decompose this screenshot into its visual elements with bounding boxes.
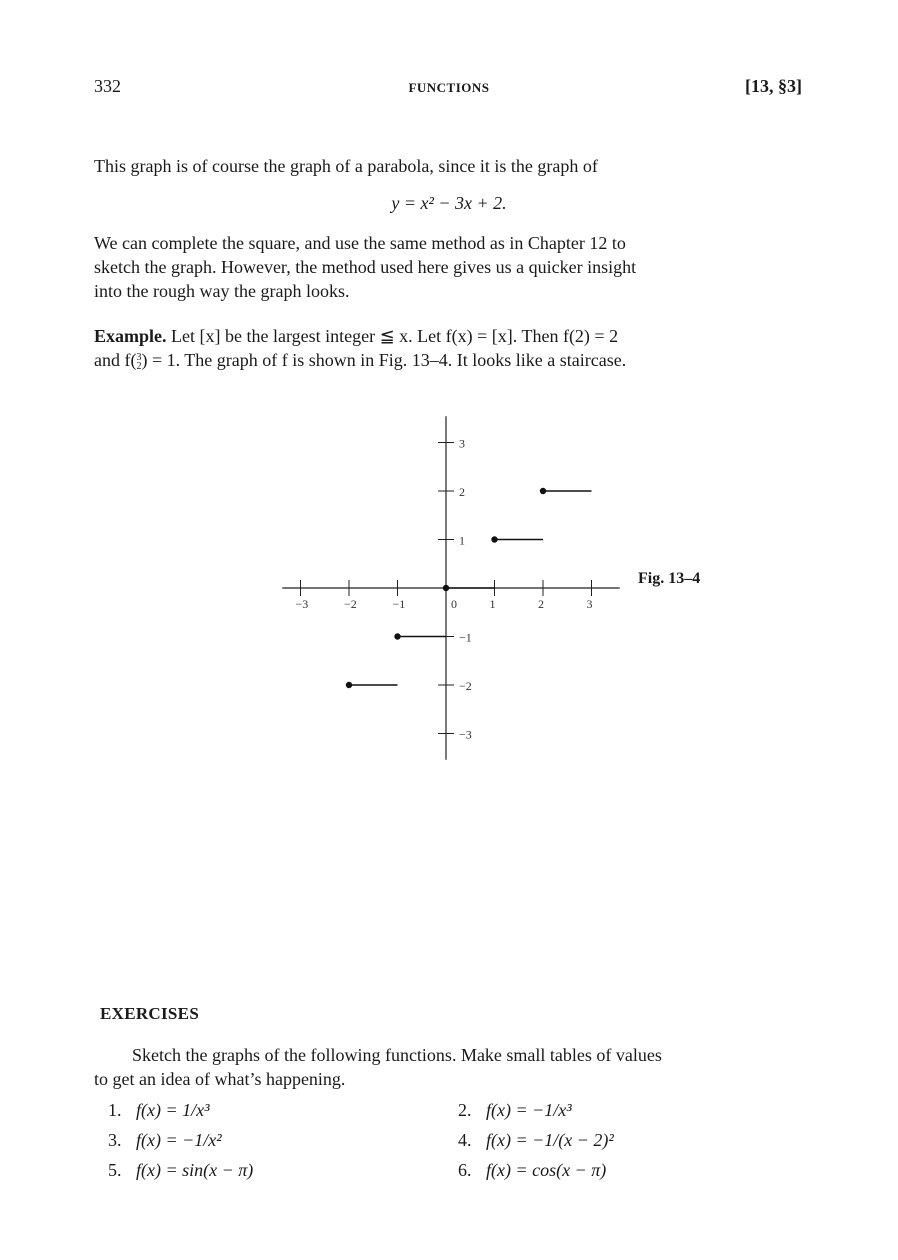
figure-caption: Fig. 13–4 [638,570,701,587]
exercise-number: 5. [108,1160,122,1180]
y-tick-label: −1 [459,630,472,645]
paragraph-parabola: This graph is of course the graph of a parabola, since it is the graph of [94,156,598,176]
paragraph-method-line-2: sketch the graph. However, the method used here gives us a quicker insight [94,257,637,277]
closed-endpoint-dot [491,536,497,542]
page-number: 332 [94,76,121,96]
y-tick-label: 2 [459,485,465,499]
x-tick-label: 1 [489,597,496,611]
paragraph-method-line-3: into the rough way the graph looks. [94,281,350,301]
closed-endpoint-dot [443,585,449,591]
fraction-denominator: 2 [136,361,142,372]
y-tick-label: −2 [459,679,472,693]
equation-parabola: y = x² − 3x + 2. [391,193,507,213]
exercise-expression: f(x) = −1/x³ [486,1100,572,1120]
paragraph-method-line-1: We can complete the square, and use the same method as in Chapter 12 to [94,233,626,253]
running-title: FUNCTIONS [408,80,490,95]
y-tick-label: 1 [459,533,465,548]
fraction-numerator: 3 [136,352,142,363]
exercise-expression: f(x) = −1/x² [136,1130,222,1150]
exercise-expression: f(x) = cos(x − π) [486,1160,607,1180]
closed-endpoint-dot [346,682,352,688]
exercise-item [458,1100,572,1121]
exercise-number: 6. [458,1160,472,1180]
exercises-intro-line-2: to get an idea of what’s happening. [94,1069,346,1089]
closed-endpoint-dot [394,633,400,639]
exercise-item [458,1160,606,1181]
exercise-item [108,1130,222,1151]
exercise-item [108,1160,253,1181]
x-tick-label: −1 [392,597,406,611]
x-tick-label: 3 [586,597,593,611]
exercise-number: 3. [108,1130,122,1150]
x-tick-label: −2 [344,597,357,611]
x-tick-label: 2 [538,597,544,611]
exercise-number: 2. [458,1100,472,1120]
example-text-1: Let [x] be the largest integer ≦ x. Let f(x) = [x]. Then f(2) = 2 [171,326,619,346]
exercises-heading: EXERCISES [100,1004,200,1023]
exercise-number: 1. [108,1100,122,1120]
x-tick-label: −3 [295,597,309,611]
y-tick-label: 3 [459,436,465,451]
exercise-expression: f(x) = −1/(x − 2)² [486,1130,614,1150]
exercise-expression: f(x) = 1/x³ [136,1100,210,1120]
exercise-expression: f(x) = sin(x − π) [136,1160,254,1180]
exercises-intro-line-1: Sketch the graphs of the following functions. Make small tables of values [132,1045,662,1065]
exercise-item [108,1100,210,1121]
y-tick-label: −3 [459,727,472,742]
exercise-number: 4. [458,1130,472,1150]
section-reference: [13, §3] [745,76,802,96]
example-text-2b: ) = 1. The graph of f is shown in Fig. 13–4. It looks like a staircase. [141,350,627,370]
closed-endpoint-dot [540,488,546,494]
example-text-2a: and f( [94,350,137,370]
x-tick-label: 0 [451,597,457,611]
exercise-item [458,1130,614,1151]
example-label: Example. [94,326,167,346]
